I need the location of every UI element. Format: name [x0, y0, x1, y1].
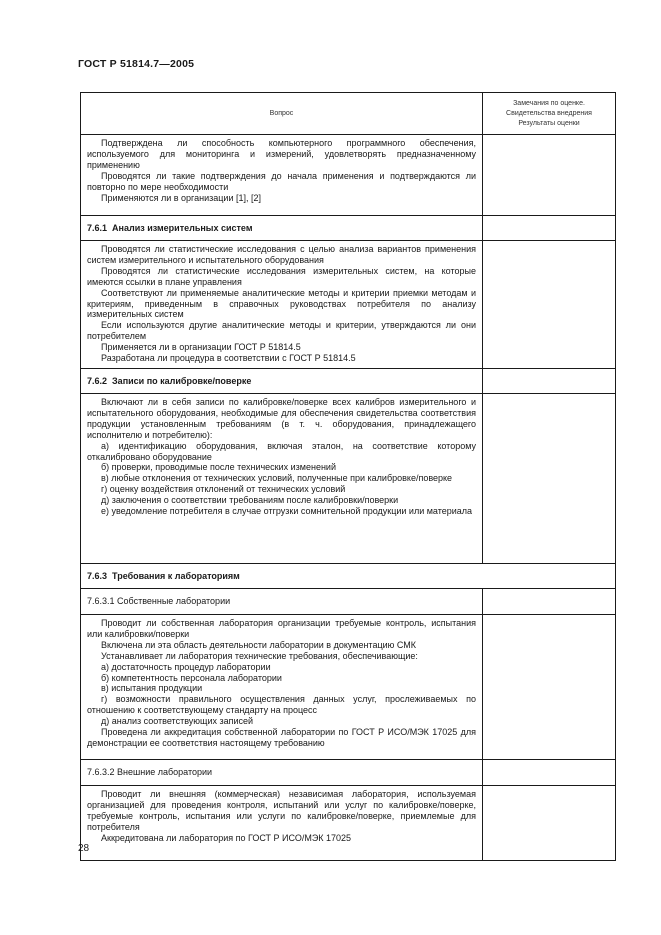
question-line: а) идентификацию оборудования, включая эталон, на соответствие которому откалибровано оборудование	[87, 440, 476, 462]
remarks-cell	[483, 589, 616, 615]
remarks-header-line: Результаты оценки	[518, 119, 580, 127]
remarks-cell	[483, 394, 616, 564]
remarks-cell	[483, 786, 616, 861]
question-line: Подтверждена ли способность компьютерного программного обеспечения, используемого для мониторинга и измерений, удовлетворять предназначенному применению	[87, 138, 476, 170]
table-row	[81, 216, 616, 241]
table-header-row	[81, 93, 616, 135]
subsection-heading-cell	[81, 760, 483, 786]
question-line: Соответствуют ли применяемые аналитические методы и критерии приемки методам и критериям, приведенным в справочных руководствах потребителя по анализу измерительных систем	[87, 287, 476, 320]
question-line: а) достаточность процедур лаборатории	[101, 661, 271, 672]
table-row	[81, 615, 616, 760]
table-row	[81, 786, 616, 861]
section-heading-cell	[81, 216, 483, 241]
question-line: Применяются ли в организации [1], [2]	[101, 192, 262, 203]
question-line: д) заключения о соответствии требованиям после калибровки/поверки	[101, 495, 399, 506]
remarks-cell	[483, 615, 616, 760]
question-line: Применяется ли в организации ГОСТ Р 51814.5	[101, 342, 301, 353]
question-line: в) любые отклонения от технических условий, полученные при калибровке/поверке	[101, 473, 453, 484]
question-line: Включают ли в себя записи по калибровке/поверке всех калибров измерительного и испытательного оборудования, необходимые для обеспечения свидетельства соответствия продукции установленным требованиям (в т. ч. оборудования, принадлежащего исполнителю и потребителю):	[87, 397, 476, 440]
question-line: Включена ли эта область деятельности лаборатории в документацию СМК	[101, 639, 417, 650]
question-line: в) испытания продукции	[101, 683, 203, 694]
table-row	[81, 564, 616, 589]
section-title: Записи по калибровке/поверке	[112, 376, 252, 386]
remarks-cell	[483, 216, 616, 241]
subsection-title: 7.6.3.2 Внешние лаборатории	[87, 767, 213, 777]
question-line: Проведена ли аккредитация собственной лаборатории по ГОСТ Р ИСО/МЭК 17025 для демонстрации ее соответствия настоящему требованию	[87, 727, 476, 748]
question-text-cell	[81, 615, 483, 760]
question-line: Проводятся ли такие подтверждения до начала применения и подтверждаются ли повторно по мере необходимости	[87, 170, 476, 192]
section-number: 7.6.1	[87, 223, 108, 233]
section-title: Требования к лабораториям	[112, 571, 240, 581]
section-title: Анализ измерительных систем	[112, 223, 253, 233]
table-row	[81, 369, 616, 394]
question-line: г) оценку воздействия отклонений от технических условий	[101, 484, 346, 495]
question-line: д) анализ соответствующих записей	[101, 716, 254, 727]
remarks-cell	[483, 369, 616, 394]
question-line: Аккредитована ли лаборатория по ГОСТ Р ИСО/МЭК 17025	[101, 832, 352, 843]
remarks-cell	[483, 241, 616, 369]
table-row	[81, 135, 616, 216]
document-code: ГОСТ Р 51814.7—2005	[78, 58, 195, 70]
section-heading-cell	[81, 564, 616, 589]
assessment-table	[80, 92, 616, 861]
question-line: Разработана ли процедура в соответствии с ГОСТ Р 51814.5	[101, 353, 356, 364]
subsection-heading-cell	[81, 589, 483, 615]
column-header-question: Вопрос	[81, 93, 483, 135]
question-text-cell	[81, 786, 483, 861]
table-row	[81, 760, 616, 786]
remarks-header-line: Замечания по оценке.	[513, 99, 585, 107]
question-line: Проводит ли внешняя (коммерческая) независимая лаборатория, используемая организацией для проведения контроля, испытаний или услуг по калибровке/поверке, требуемые контроль, испытания или услуги по калибровке/поверке, приемлемые для потребителя	[87, 789, 476, 832]
section-heading-cell	[81, 369, 483, 394]
question-line: б) компетентность персонала лаборатории	[101, 672, 282, 683]
table-row	[81, 394, 616, 564]
section-number: 7.6.2	[87, 376, 108, 386]
page-number: 28	[78, 843, 90, 854]
question-line: Проводит ли собственная лаборатория организации требуемые контроль, испытания или калибровки/поверки	[87, 618, 476, 639]
section-number: 7.6.3	[87, 571, 108, 581]
remarks-cell	[483, 760, 616, 786]
remarks-cell	[483, 135, 616, 216]
question-text-cell	[81, 135, 483, 216]
question-line: Устанавливает ли лаборатория технические требования, обеспечивающие:	[101, 650, 418, 661]
subsection-title: 7.6.3.1 Собственные лаборатории	[87, 596, 231, 606]
question-line: е) уведомление потребителя в случае отгрузки сомнительной продукции или материала	[101, 506, 473, 517]
question-line: г) возможности правильного осуществления данных услуг, прослеживаемых по отношению к соответствующему стандарту на процесс	[87, 694, 476, 716]
table-row	[81, 589, 616, 615]
question-line: Проводятся ли статистические исследования с целью анализа вариантов применения систем измерительного и испытательного оборудования	[87, 244, 476, 265]
question-line: Проводятся ли статистические исследования измерительных систем, на которые имеются ссылки в плане управления	[87, 265, 476, 287]
question-text-cell	[81, 394, 483, 564]
remarks-header-line: Свидетельства внедрения	[506, 109, 592, 117]
column-header-remarks	[483, 93, 616, 135]
question-line: б) проверки, проводимые после технических изменений	[101, 462, 336, 473]
table-row	[81, 241, 616, 369]
question-line: Если используются другие аналитические методы и критерии, утверждаются ли они потребителем	[87, 320, 476, 342]
question-text-cell	[81, 241, 483, 369]
